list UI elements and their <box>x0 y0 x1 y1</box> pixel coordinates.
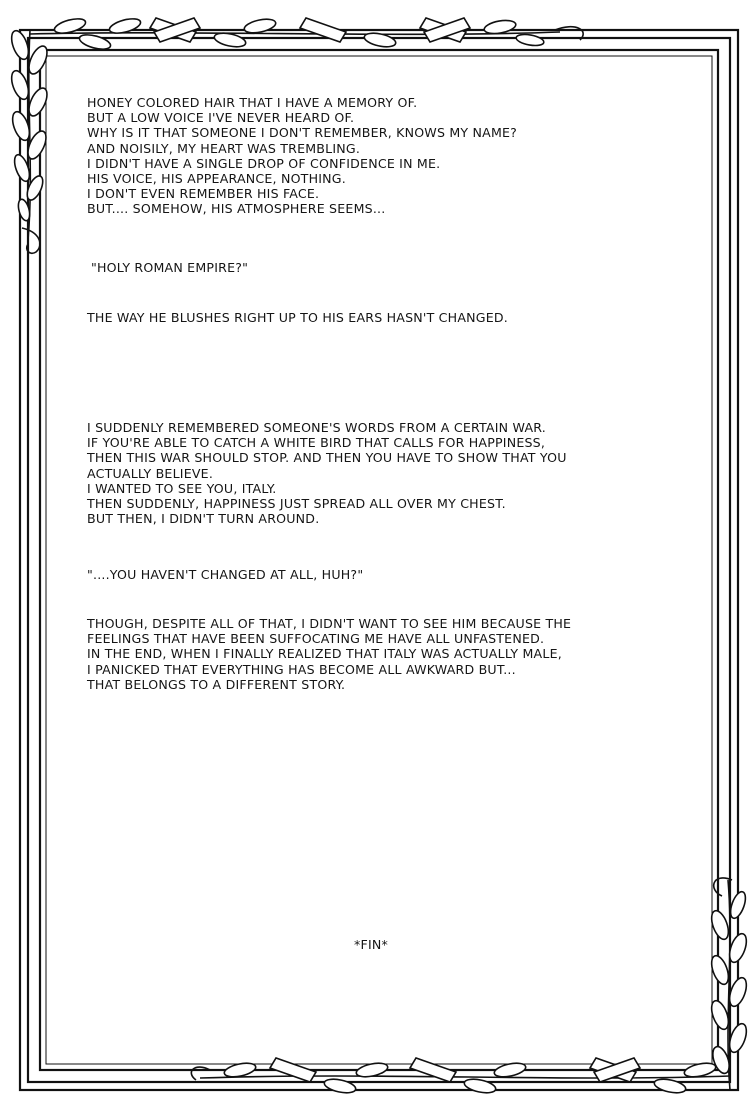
story-line: THAT BELONGS TO A DIFFERENT STORY. <box>87 676 346 692</box>
quote-line: "HOLY ROMAN EMPIRE?" <box>91 260 249 275</box>
story-line: FEELINGS THAT HAVE BEEN SUFFOCATING ME HAVE ALL UNFASTENED. <box>87 631 545 647</box>
dialogue-quote-1 <box>91 260 691 275</box>
story-line: I WANTED TO SEE YOU, ITALY. <box>87 480 277 496</box>
story-line: THOUGH, DESPITE ALL OF THAT, I DIDN'T WANT TO SEE HIM BECAUSE THE <box>87 616 572 631</box>
story-line: BUT THEN, I DIDN'T TURN AROUND. <box>87 511 320 527</box>
story-line: HIS VOICE, HIS APPEARANCE, NOTHING. <box>87 171 346 187</box>
story-line: BUT.... SOMEHOW, HIS ATMOSPHERE SEEMS... <box>87 201 386 217</box>
story-paragraph-1 <box>87 95 687 217</box>
story-line: ACTUALLY BELIEVE. <box>87 465 214 481</box>
story-line: THEN THIS WAR SHOULD STOP. AND THEN YOU HAVE TO SHOW THAT YOU <box>87 450 567 466</box>
laurel-bottom-right <box>708 878 749 1090</box>
story-line: BUT A LOW VOICE I'VE NEVER HEARD OF. <box>87 110 355 126</box>
quote-line: "....YOU HAVEN'T CHANGED AT ALL, HUH?" <box>87 567 364 582</box>
story-line: THE WAY HE BLUSHES RIGHT UP TO HIS EARS HASN'T CHANGED. <box>87 310 509 325</box>
story-paragraph-4 <box>87 616 687 692</box>
story-line: IN THE END, WHEN I FINALLY REALIZED THAT ITALY WAS ACTUALLY MALE, <box>87 646 562 662</box>
story-line: I DIDN'T HAVE A SINGLE DROP OF CONFIDENCE IN ME. <box>87 155 441 171</box>
story-line: AND NOISILY, MY HEART WAS TREMBLING. <box>87 140 361 156</box>
story-line: I PANICKED THAT EVERYTHING HAS BECOME ALL AWKWARD BUT... <box>87 661 516 677</box>
story-line: I DON'T EVEN REMEMBER HIS FACE. <box>87 186 320 202</box>
laurel-top <box>30 16 583 52</box>
story-paragraph-2 <box>87 310 687 325</box>
story-line: WHY IS IT THAT SOMEONE I DON'T REMEMBER, KNOWS MY NAME? <box>87 125 518 141</box>
laurel-top-left <box>8 29 50 254</box>
story-line: THEN SUDDENLY, HAPPINESS JUST SPREAD ALL OVER MY CHEST. <box>87 496 506 512</box>
story-line: I SUDDENLY REMEMBERED SOMEONE'S WORDS FROM A CERTAIN WAR. <box>87 420 546 435</box>
story-line: IF YOU'RE ABLE TO CATCH A WHITE BIRD THAT CALLS FOR HAPPINESS, <box>87 435 546 451</box>
ending-mark <box>354 937 434 952</box>
fin-label: *FIN* <box>354 937 388 952</box>
story-line: HONEY COLORED HAIR THAT I HAVE A MEMORY OF. <box>87 95 418 110</box>
story-paragraph-3 <box>87 420 687 526</box>
dialogue-quote-2 <box>87 567 687 582</box>
